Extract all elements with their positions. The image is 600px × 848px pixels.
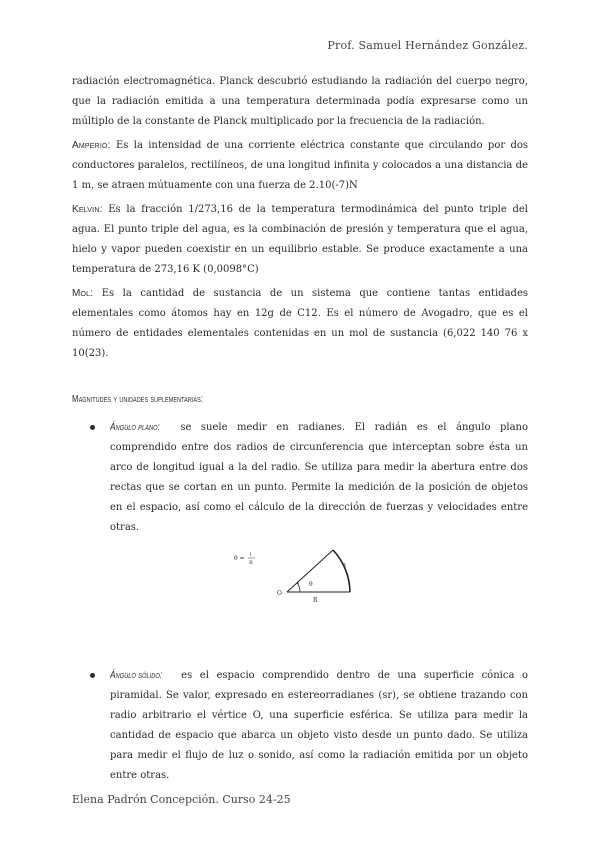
definition-kelvin-text: Es la fracción 1/273,16 de la temperatura termodinámica del punto triple del agua. El punto triple del agua, es la combinación de presión y temperatura que el agua, hielo y vapor pueden coexistir en un equilibrio estable. Se produce exactamente a una temperatura de 273,16 K (0,0098°C) — [72, 204, 528, 275]
arc — [333, 550, 350, 592]
label-origin: O — [277, 590, 282, 597]
bullet-angulo-solido — [110, 666, 528, 786]
bullet-dot — [90, 673, 95, 678]
angle-arc — [297, 583, 300, 592]
label-angle: θ — [309, 581, 313, 588]
bullet-list — [72, 418, 528, 538]
definition-kelvin — [72, 200, 528, 280]
page-footer — [72, 793, 291, 806]
formula-lhs: θ = — [234, 555, 245, 562]
bullet-angulo-solido-text: es el espacio comprendido dentro de una superficie cónica o piramidal. Se valor, expresado en estereorradianes (sr), se obtiene trazando con radio arbitrario el vértice O, una superficie esférica. Se utiliza para medir la cantidad de espacio que abarca un objeto visto desde un punto dado. Se utiliza para medir el flujo de luz o sonido, así como la radiación emitida por un objeto entre otras. — [110, 670, 528, 781]
term-amperio: Amperio: — [72, 140, 111, 151]
term-angulo-plano: Ángulo plano: — [110, 422, 160, 433]
bullet-list-2 — [72, 666, 528, 786]
footer-text: Elena Padrón Concepción. Curso 24-25 — [72, 793, 291, 806]
radian-diagram — [222, 544, 402, 644]
label-arc: l — [344, 563, 346, 570]
term-mol: Mol: — [72, 288, 94, 299]
bullet-angulo-plano-text: se suele medir en radianes. El radián es el ángulo plano comprendido entre dos radios de circunferencia que interceptan sobre ésta un arco de longitud igual a la del radio. Se utiliza para medir la abertura entre dos rectas que se cortan en un punto. Permite la medición de la posición de objetos en el espacio, así como el cálculo de la dirección de fuerzas y velocidades entre otras. — [110, 422, 528, 533]
definition-amperio — [72, 136, 528, 196]
header-author: Prof. Samuel Hernández González. — [327, 39, 528, 52]
page-content — [72, 72, 528, 786]
term-angulo-solido: Ángulo sólido: — [110, 670, 163, 681]
radian-figure — [72, 544, 528, 644]
term-kelvin: Kelvin: — [72, 204, 103, 215]
page-header — [327, 39, 528, 52]
definition-amperio-text: Es la intensidad de una corriente eléctrica constante que circulando por dos conductores paralelos, rectilíneos, de una longitud infinita y colocados a una distancia de 1 m, se atraen mútuamente con una fuerza de 2.10(-7)N — [72, 140, 528, 191]
intro-paragraph: radiación electromagnética. Planck descubrió estudiando la radiación del cuerpo negro, que la radiación emitida a una temperatura determinada podía expresarse como un múltiplo de la constante de Planck multiplicado por la frecuencia de la radiación. — [72, 76, 528, 127]
formula-numerator: l — [250, 552, 252, 558]
formula-denominator: R — [249, 560, 253, 566]
section-title: Magnitudes y unidades suplementarias: — [72, 394, 204, 405]
definition-mol-text: Es la cantidad de sustancia de un sistema que contiene tantas entidades elementales como átomos hay en 12g de C12. Es el número de Avogadro, que es el número de entidades elementales contenidas en un mol de sustancia (6,022 140 76 x 10(23). — [72, 288, 528, 359]
bullet-dot — [90, 425, 95, 430]
label-radius: R — [313, 597, 318, 604]
bullet-angulo-plano — [110, 418, 528, 538]
definition-mol — [72, 284, 528, 364]
